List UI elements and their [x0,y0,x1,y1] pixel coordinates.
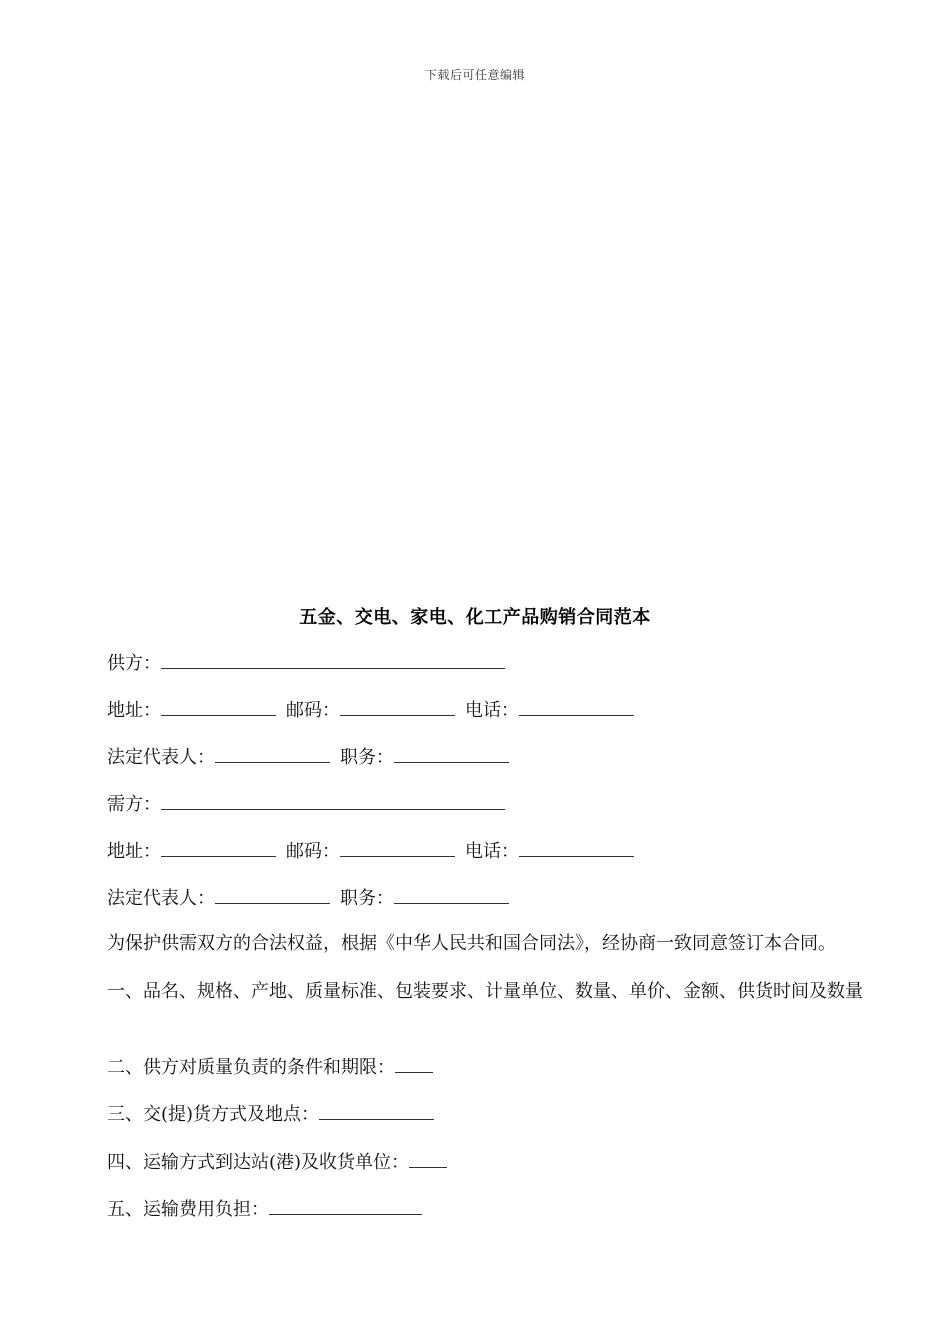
buyer-address-label: 地址： [107,841,161,862]
clause-2: 二、供方对质量负责的条件和期限： [107,1057,395,1078]
supplier-legal-rep-blank[interactable] [215,744,330,763]
buyer-phone-blank[interactable] [519,838,634,857]
clause-5-blank[interactable] [269,1196,422,1215]
buyer-legal-rep-blank[interactable] [215,885,330,904]
supplier-name-blank[interactable] [161,650,505,669]
clause-3-blank[interactable] [319,1101,434,1120]
buyer-postcode-label: 邮码： [286,841,340,862]
clause-2-line [107,1054,443,1080]
preamble: 为保护供需双方的合法权益，根据《中华人民共和国合同法》，经协商一致同意签订本合同。 [107,933,836,954]
buyer-position-label: 职务： [340,888,394,909]
clause-4-line [107,1149,457,1175]
buyer-address-blank[interactable] [161,838,276,857]
supplier-address-blank[interactable] [161,697,276,716]
supplier-position-blank[interactable] [394,744,509,763]
supplier-address-label: 地址： [107,700,161,721]
supplier-phone-label: 电话： [465,700,519,721]
supplier-legal-rep-line [107,744,519,770]
clause-3: 三、交(提)货方式及地点： [107,1104,320,1125]
supplier-phone-blank[interactable] [519,697,634,716]
buyer-legal-rep-line [107,885,519,911]
document-title: 五金、交电、家电、化工产品购销合同范本 [299,607,651,628]
buyer-phone-label: 电话： [465,841,519,862]
buyer-label: 需方： [107,794,161,815]
clause-5-line [107,1196,432,1222]
header-note: 下载后可任意编辑 [424,68,525,82]
supplier-address-line [107,697,644,723]
clause-3-line [107,1101,444,1127]
clause-1: 一、品名、规格、产地、质量标准、包装要求、计量单位、数量、单价、金额、供货时间及数量 [107,981,863,1002]
clause-4: 四、运输方式到达站(港)及收货单位： [107,1152,410,1173]
buyer-line [107,791,515,817]
buyer-position-blank[interactable] [394,885,509,904]
supplier-postcode-blank[interactable] [340,697,455,716]
supplier-label: 供方： [107,653,161,674]
supplier-legal-rep-label: 法定代表人： [107,747,215,768]
supplier-postcode-label: 邮码： [286,700,340,721]
buyer-name-blank[interactable] [161,791,505,810]
buyer-legal-rep-label: 法定代表人： [107,888,215,909]
supplier-line [107,650,515,676]
clause-4-blank[interactable] [409,1149,447,1168]
buyer-postcode-blank[interactable] [340,838,455,857]
buyer-address-line [107,838,644,864]
clause-5: 五、运输费用负担： [107,1199,269,1220]
supplier-position-label: 职务： [340,747,394,768]
clause-2-blank[interactable] [395,1054,433,1073]
